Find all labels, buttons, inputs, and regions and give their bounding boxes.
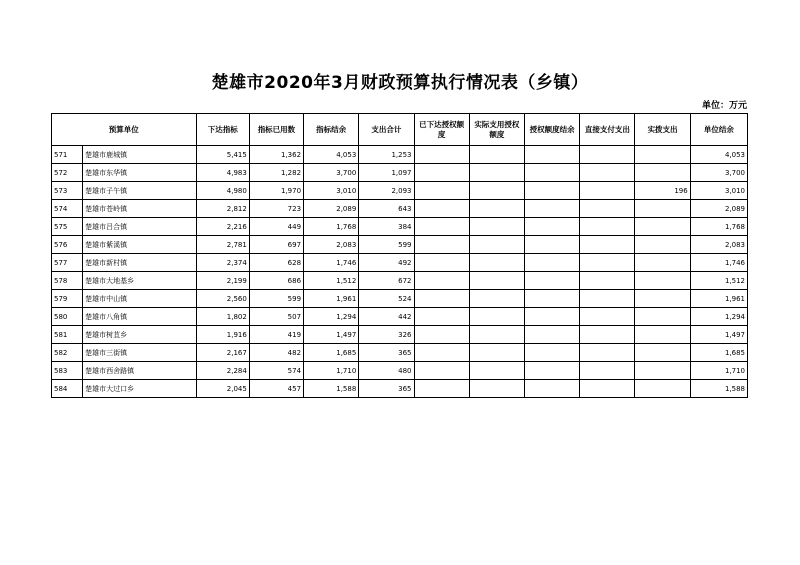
row-code: 583 [52,362,83,380]
cell-issued: 2,167 [196,344,249,362]
row-name: 楚雄市苍岭镇 [83,200,196,218]
cell-auth-balance [524,272,579,290]
cell-unit-balance: 1,588 [690,380,747,398]
cell-unit-balance: 1,961 [690,290,747,308]
cell-allocated: 196 [635,182,690,200]
cell-allocated [635,200,690,218]
row-name: 楚雄市鹿城镇 [83,146,196,164]
header-row [52,114,748,146]
row-code: 574 [52,200,83,218]
cell-allocated [635,344,690,362]
cell-auth-issued [414,236,469,254]
cell-auth-issued [414,308,469,326]
row-name: 楚雄市大地基乡 [83,272,196,290]
cell-balance: 1,512 [304,272,359,290]
table-row [52,200,748,218]
cell-direct [580,218,635,236]
table-row [52,218,748,236]
cell-total: 2,093 [359,182,414,200]
cell-auth-issued [414,218,469,236]
cell-auth-issued [414,254,469,272]
cell-allocated [635,290,690,308]
cell-auth-balance [524,308,579,326]
cell-issued: 2,781 [196,236,249,254]
cell-issued: 1,916 [196,326,249,344]
cell-allocated [635,362,690,380]
cell-allocated [635,218,690,236]
cell-total: 365 [359,344,414,362]
cell-direct [580,254,635,272]
cell-issued: 2,560 [196,290,249,308]
cell-auth-balance [524,200,579,218]
row-code: 580 [52,308,83,326]
col-header-auth-used: 实际支用授权额度 [469,114,524,146]
cell-total: 442 [359,308,414,326]
cell-allocated [635,146,690,164]
cell-balance: 1,746 [304,254,359,272]
cell-auth-issued [414,182,469,200]
row-code: 584 [52,380,83,398]
cell-unit-balance: 1,294 [690,308,747,326]
col-header-total: 支出合计 [359,114,414,146]
cell-auth-issued [414,326,469,344]
cell-unit-balance: 1,497 [690,326,747,344]
cell-total: 492 [359,254,414,272]
cell-total: 599 [359,236,414,254]
row-code: 572 [52,164,83,182]
col-header-auth-balance: 授权额度结余 [524,114,579,146]
row-name: 楚雄市东华镇 [83,164,196,182]
cell-auth-issued [414,362,469,380]
table-row [52,344,748,362]
cell-auth-used [469,200,524,218]
cell-issued: 2,216 [196,218,249,236]
cell-allocated [635,236,690,254]
row-name: 楚雄市紫溪镇 [83,236,196,254]
cell-unit-balance: 1,768 [690,218,747,236]
cell-auth-balance [524,254,579,272]
cell-direct [580,344,635,362]
cell-total: 643 [359,200,414,218]
cell-auth-used [469,344,524,362]
cell-allocated [635,272,690,290]
cell-total: 672 [359,272,414,290]
cell-issued: 1,802 [196,308,249,326]
cell-used: 507 [249,308,303,326]
cell-issued: 2,199 [196,272,249,290]
cell-auth-balance [524,236,579,254]
cell-allocated [635,164,690,182]
cell-auth-balance [524,146,579,164]
cell-total: 365 [359,380,414,398]
cell-total: 1,253 [359,146,414,164]
col-header-auth-issued: 已下达授权额度 [414,114,469,146]
row-name: 楚雄市子午镇 [83,182,196,200]
cell-unit-balance: 3,700 [690,164,747,182]
cell-balance: 2,089 [304,200,359,218]
cell-used: 449 [249,218,303,236]
cell-direct [580,200,635,218]
cell-issued: 2,045 [196,380,249,398]
cell-direct [580,272,635,290]
cell-allocated [635,308,690,326]
cell-auth-issued [414,164,469,182]
cell-issued: 2,374 [196,254,249,272]
col-header-direct: 直接支付支出 [580,114,635,146]
cell-auth-used [469,290,524,308]
cell-auth-balance [524,344,579,362]
row-name: 楚雄市八角镇 [83,308,196,326]
cell-direct [580,308,635,326]
budget-table [51,113,748,398]
cell-auth-issued [414,272,469,290]
cell-used: 574 [249,362,303,380]
cell-total: 1,097 [359,164,414,182]
row-name: 楚雄市树苴乡 [83,326,196,344]
unit-label: 单位：万元 [701,101,747,111]
cell-direct [580,236,635,254]
row-code: 577 [52,254,83,272]
cell-direct [580,146,635,164]
table-row [52,182,748,200]
row-name: 楚雄市吕合镇 [83,218,196,236]
cell-auth-issued [414,344,469,362]
cell-issued: 2,812 [196,200,249,218]
cell-unit-balance: 1,512 [690,272,747,290]
cell-auth-used [469,254,524,272]
row-code: 578 [52,272,83,290]
cell-used: 1,282 [249,164,303,182]
row-name: 楚雄市新村镇 [83,254,196,272]
cell-auth-balance [524,182,579,200]
cell-auth-used [469,362,524,380]
cell-balance: 4,053 [304,146,359,164]
cell-issued: 4,980 [196,182,249,200]
cell-auth-balance [524,380,579,398]
cell-used: 686 [249,272,303,290]
cell-direct [580,326,635,344]
table-body [52,146,748,398]
cell-direct [580,290,635,308]
cell-auth-issued [414,380,469,398]
row-code: 573 [52,182,83,200]
table-row [52,362,748,380]
cell-total: 524 [359,290,414,308]
cell-used: 697 [249,236,303,254]
table-row [52,254,748,272]
cell-balance: 1,768 [304,218,359,236]
cell-total: 480 [359,362,414,380]
cell-allocated [635,380,690,398]
table-row [52,380,748,398]
row-code: 575 [52,218,83,236]
cell-auth-issued [414,146,469,164]
col-header-unit: 预算单位 [52,114,197,146]
cell-unit-balance: 3,010 [690,182,747,200]
row-name: 楚雄市西舍路镇 [83,362,196,380]
cell-used: 1,362 [249,146,303,164]
cell-auth-used [469,218,524,236]
cell-unit-balance: 2,089 [690,200,747,218]
cell-auth-used [469,308,524,326]
cell-used: 723 [249,200,303,218]
cell-direct [580,380,635,398]
page-title: 楚雄市2020年3月财政预算执行情况表（乡镇） [211,73,589,93]
cell-direct [580,164,635,182]
col-header-balance: 指标结余 [304,114,359,146]
cell-auth-balance [524,164,579,182]
cell-used: 457 [249,380,303,398]
table-row [52,272,748,290]
table-row [52,164,748,182]
table-row [52,308,748,326]
cell-auth-used [469,380,524,398]
row-code: 571 [52,146,83,164]
cell-unit-balance: 1,746 [690,254,747,272]
table-row [52,290,748,308]
cell-auth-used [469,146,524,164]
cell-total: 326 [359,326,414,344]
cell-issued: 5,415 [196,146,249,164]
row-name: 楚雄市三街镇 [83,344,196,362]
cell-auth-balance [524,290,579,308]
cell-balance: 1,710 [304,362,359,380]
cell-issued: 4,983 [196,164,249,182]
cell-auth-used [469,182,524,200]
cell-allocated [635,326,690,344]
cell-auth-used [469,236,524,254]
cell-direct [580,362,635,380]
cell-used: 1,970 [249,182,303,200]
cell-balance: 3,010 [304,182,359,200]
cell-balance: 1,588 [304,380,359,398]
cell-auth-balance [524,326,579,344]
cell-balance: 2,083 [304,236,359,254]
cell-auth-issued [414,200,469,218]
cell-used: 419 [249,326,303,344]
cell-balance: 1,497 [304,326,359,344]
cell-auth-used [469,326,524,344]
cell-total: 384 [359,218,414,236]
cell-auth-used [469,164,524,182]
cell-unit-balance: 1,685 [690,344,747,362]
col-header-issued: 下达指标 [196,114,249,146]
table-row [52,236,748,254]
cell-balance: 1,685 [304,344,359,362]
cell-auth-issued [414,290,469,308]
cell-used: 599 [249,290,303,308]
col-header-unit-balance: 单位结余 [690,114,747,146]
table-row [52,146,748,164]
row-name: 楚雄市大过口乡 [83,380,196,398]
row-code: 582 [52,344,83,362]
cell-unit-balance: 4,053 [690,146,747,164]
col-header-used: 指标已用数 [249,114,303,146]
row-code: 579 [52,290,83,308]
cell-issued: 2,284 [196,362,249,380]
cell-unit-balance: 2,083 [690,236,747,254]
cell-balance: 1,294 [304,308,359,326]
table-row [52,326,748,344]
cell-direct [580,182,635,200]
row-name: 楚雄市中山镇 [83,290,196,308]
cell-used: 482 [249,344,303,362]
row-code: 576 [52,236,83,254]
row-code: 581 [52,326,83,344]
cell-balance: 1,961 [304,290,359,308]
cell-auth-used [469,272,524,290]
cell-auth-balance [524,218,579,236]
col-header-allocated: 实拨支出 [635,114,690,146]
cell-used: 628 [249,254,303,272]
cell-balance: 3,700 [304,164,359,182]
cell-auth-balance [524,362,579,380]
cell-allocated [635,254,690,272]
cell-unit-balance: 1,710 [690,362,747,380]
